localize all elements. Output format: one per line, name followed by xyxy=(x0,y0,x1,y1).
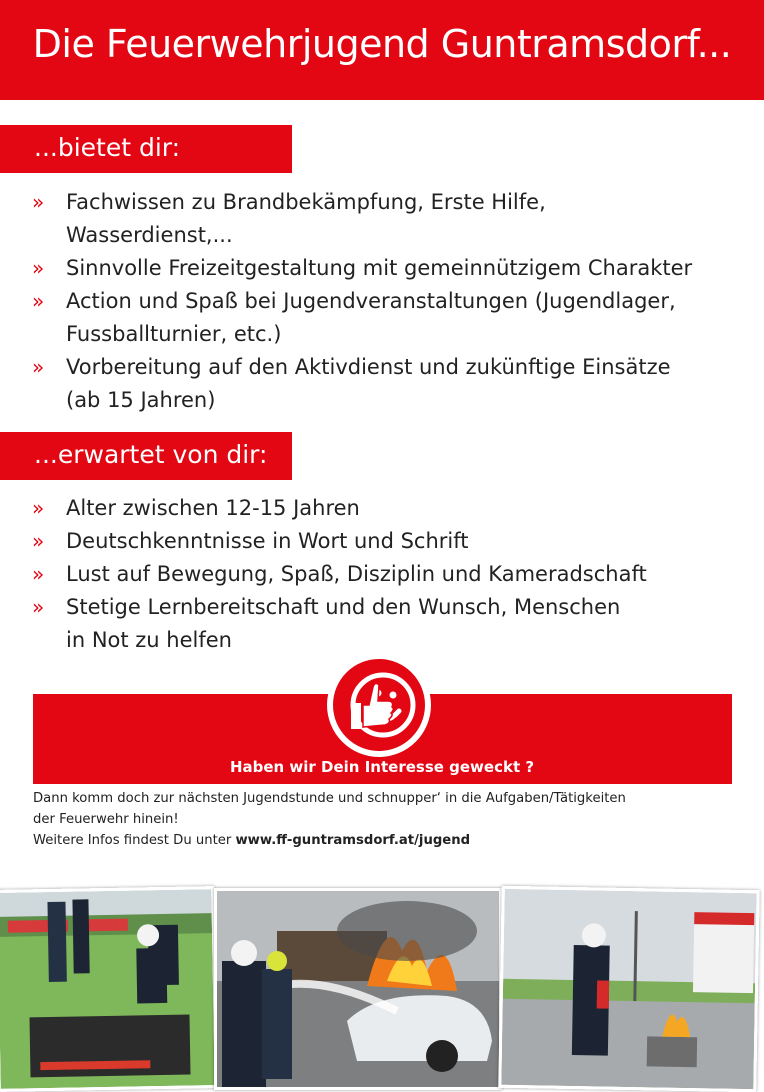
chevron-bullet-icon: » xyxy=(32,595,45,619)
chevron-bullet-icon: » xyxy=(32,355,45,379)
cta-line-3: Weitere Infos findest Du unter www.ff-guntramsdorf.at/jugend xyxy=(33,833,471,848)
cta-line-1: Dann komm doch zur nächsten Jugendstunde und schnupper‘ in die Aufgaben/Tätigkeiten xyxy=(33,791,626,806)
list-item: » Fachwissen zu Brandbekämpfung, Erste Hilfe, Wasserdienst,... xyxy=(32,186,752,252)
chevron-bullet-icon: » xyxy=(32,190,45,214)
chevron-bullet-icon: » xyxy=(32,496,45,520)
list-item: » Stetige Lernbereitschaft und den Wunsch, Menschen in Not zu helfen xyxy=(32,591,752,657)
list-item: » Action und Spaß bei Jugendveranstaltungen (Jugendlager, Fussballturnier, etc.) xyxy=(32,285,752,351)
offers-list xyxy=(32,186,752,417)
list-item: » Vorbereitung auf den Aktivdienst und zukünftige Einsätze (ab 15 Jahren) xyxy=(32,351,752,417)
list-item: » Alter zwischen 12-15 Jahren xyxy=(32,492,752,525)
cta-question: Haben wir Dein Interesse geweckt ? xyxy=(229,758,535,776)
chevron-bullet-icon: » xyxy=(32,256,45,280)
photo-car-fire-exercise xyxy=(214,888,502,1090)
section-heading-expects xyxy=(0,432,292,480)
list-item: » Lust auf Bewegung, Spaß, Disziplin und Kameradschaft xyxy=(32,558,752,591)
website-link[interactable]: www.ff-guntramsdorf.at/jugend xyxy=(235,833,471,848)
expects-list xyxy=(32,492,752,657)
section-heading-offers-label: ...bietet dir: xyxy=(34,133,181,162)
chevron-bullet-icon: » xyxy=(32,562,45,586)
list-item: » Deutschkenntnisse in Wort und Schrift xyxy=(32,525,752,558)
photo-firefighter-competition xyxy=(0,886,218,1092)
cta-info xyxy=(33,788,753,851)
chevron-bullet-icon: » xyxy=(32,529,45,553)
thumbs-up-badge xyxy=(327,653,431,757)
list-item: » Sinnvolle Freizeitgestaltung mit gemeinnützigem Charakter xyxy=(32,252,752,285)
chevron-bullet-icon: » xyxy=(32,289,45,313)
section-heading-expects-label: ...erwartet von dir: xyxy=(34,440,268,469)
cta-line-2: der Feuerwehr hinein! xyxy=(33,812,179,827)
thumbs-up-smiley-icon xyxy=(333,659,425,751)
section-heading-offers xyxy=(0,125,292,173)
page-title: Die Feuerwehrjugend Guntramsdorf... xyxy=(32,22,732,66)
photo-extinguisher-training xyxy=(498,886,759,1092)
